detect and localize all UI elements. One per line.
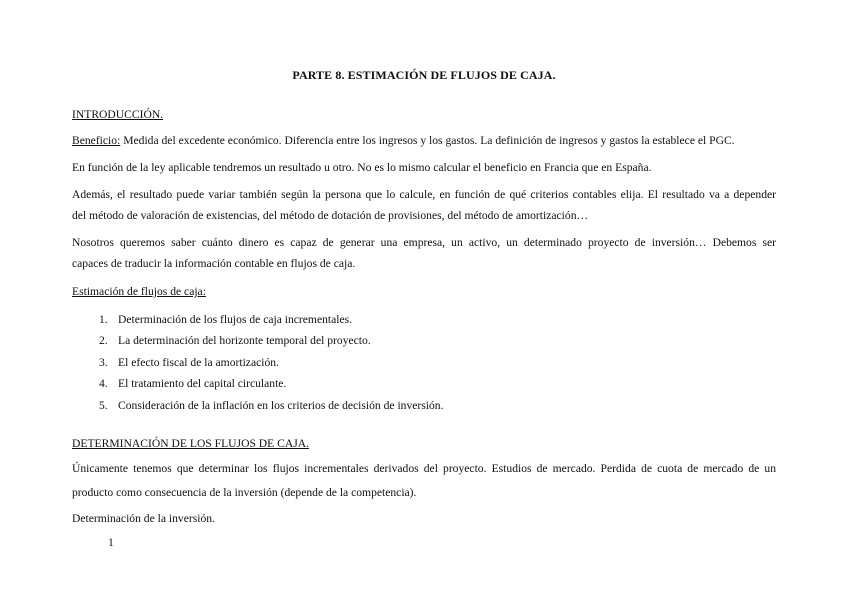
- list-item-text: La determinación del horizonte temporal del proyecto.: [118, 334, 371, 347]
- list-item-text: El efecto fiscal de la amortización.: [118, 356, 279, 369]
- beneficio-definition: Medida del excedente económico. Diferencia entre los ingresos y los gastos. La definición de ingresos y gastos la establece el PGC.: [120, 134, 735, 147]
- section-heading-determinacion: DETERMINACIÓN DE LOS FLUJOS DE CAJA.: [72, 437, 310, 450]
- list-item-text: El tratamiento del capital circulante.: [118, 377, 287, 390]
- paragraph-nosotros-line-1: Nosotros queremos saber cuánto dinero es capaz de generar una empresa, un activo, un determinado proyecto de inversión… Debemos ser: [72, 236, 776, 249]
- beneficio-term: Beneficio:: [72, 134, 121, 147]
- list-item-text: Determinación de los flujos de caja incrementales.: [118, 313, 353, 326]
- section-heading-introduccion: INTRODUCCIÓN.: [72, 108, 164, 121]
- paragraph-ademas-line-2: del método de valoración de existencias, del método de dotación de provisiones, del método de amortización…: [72, 209, 589, 222]
- subsection-heading-estimacion: Estimación de flujos de caja:: [72, 285, 206, 298]
- paragraph-ademas-line-1: Además, el resultado puede variar también según la persona que lo calcule, en función de qué criterios contables elija. El resultado va a depender: [72, 188, 776, 201]
- list-item-number: 1.: [99, 313, 108, 326]
- paragraph-unicamente-line-1: Únicamente tenemos que determinar los flujos incrementales derivados del proyecto. Estudios de mercado. Perdida de cuota de mercado de un: [72, 462, 776, 475]
- list-item-text: Consideración de la inflación en los criterios de decisión de inversión.: [118, 399, 444, 412]
- paragraph-ley-aplicable: En función de la ley aplicable tendremos un resultado u otro. No es lo mismo calcular el beneficio en Francia que en España.: [72, 161, 652, 174]
- list-item-number: 4.: [99, 377, 108, 390]
- list-item-number: 5.: [99, 399, 108, 412]
- list-item-number: 2.: [99, 334, 108, 347]
- list-item-number: 3.: [99, 356, 108, 369]
- page-number: 1: [108, 536, 114, 549]
- page-title: PARTE 8. ESTIMACIÓN DE FLUJOS DE CAJA.: [292, 68, 556, 82]
- paragraph-beneficio: [72, 133, 776, 149]
- paragraph-nosotros-line-2: capaces de traducir la información contable en flujos de caja.: [72, 257, 356, 270]
- paragraph-determinacion-inversion: Determinación de la inversión.: [72, 512, 215, 525]
- paragraph-unicamente-line-2: producto como consecuencia de la inversión (depende de la competencia).: [72, 486, 417, 499]
